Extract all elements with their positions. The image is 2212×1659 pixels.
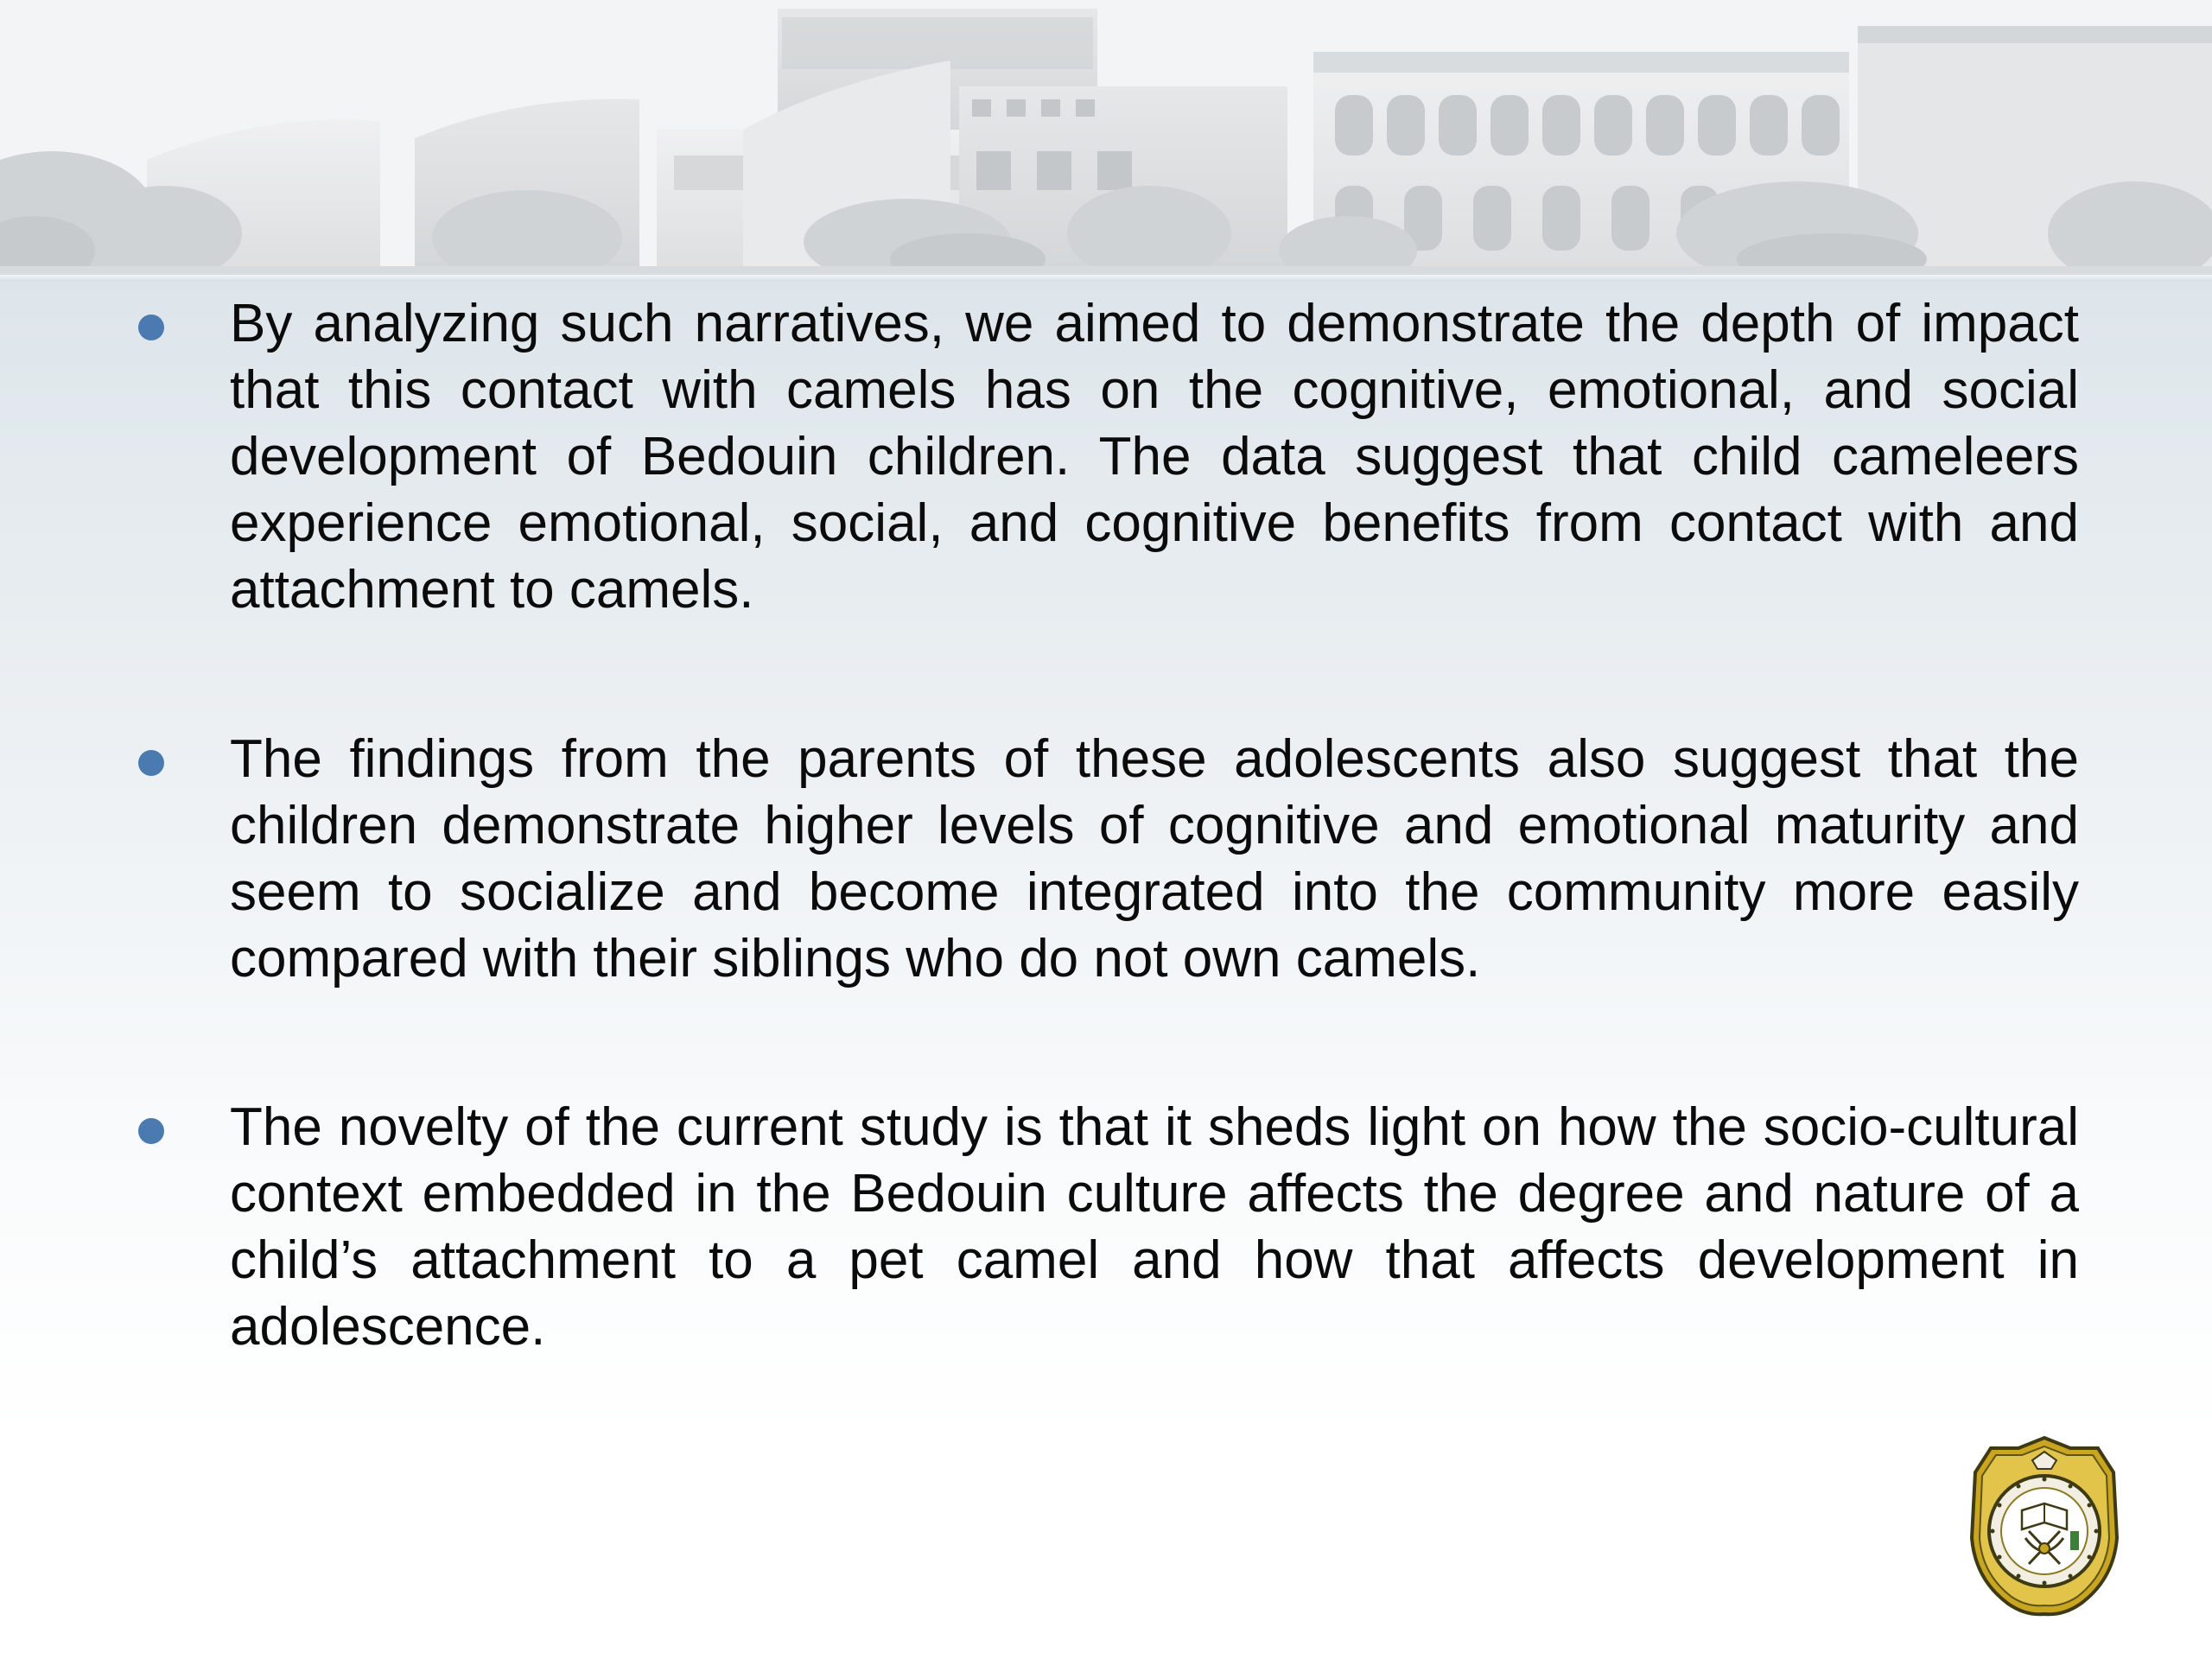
university-seal-logo <box>1968 1434 2120 1618</box>
bullet-dot-icon <box>138 750 164 776</box>
bullet-item <box>230 726 2079 992</box>
seal-emblem-icon <box>1968 1434 2120 1618</box>
bullet-item <box>230 1094 2079 1360</box>
bullet-item <box>230 290 2079 623</box>
bullet-dot-icon <box>138 1118 164 1144</box>
bullet-dot-icon <box>138 315 164 340</box>
bullet-text: The novelty of the current study is that it sheds light on how the socio-cultural context embedded in the Bedouin culture affects the degree and nature of a child’s attachment to a pet camel and how that affects development in adolescence. <box>230 1097 2079 1357</box>
bullet-text: The findings from the parents of these adolescents also suggest that the children demonstrate higher levels of cognitive and emotional maturity and seem to socialize and become integrated into the community more easily compared with their siblings who do not own camels. <box>230 729 2079 988</box>
bullet-text: By analyzing such narratives, we aimed to demonstrate the depth of impact that this contact with camels has on the cognitive, emotional, and social development of Bedouin children. The data suggest that child cameleers experience emotional, social, and cognitive benefits from contact with and attachment to camels. <box>230 294 2079 620</box>
